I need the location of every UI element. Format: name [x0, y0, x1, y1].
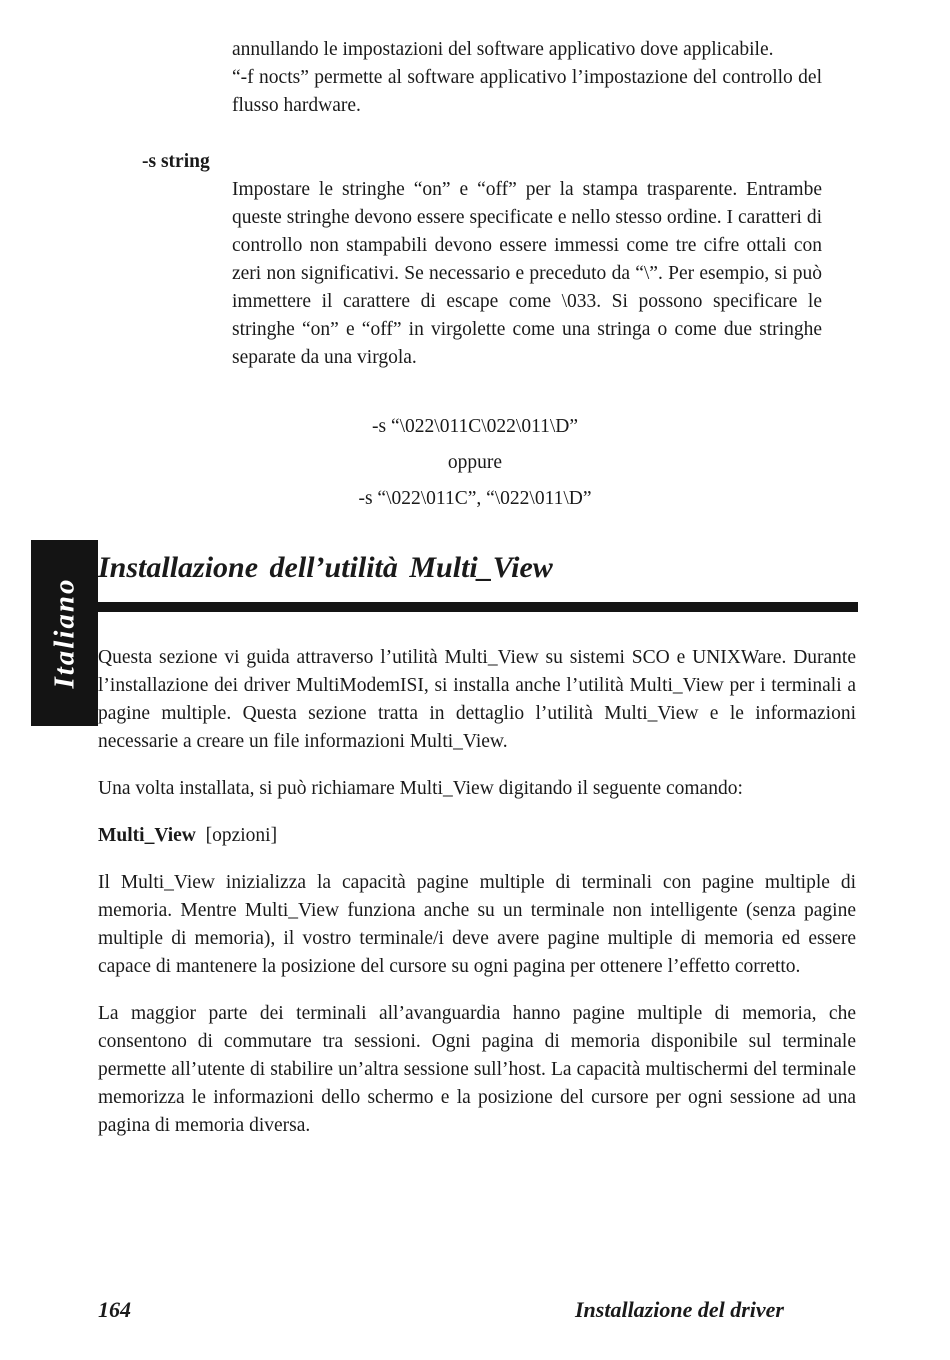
paragraph-command-intro: Una volta installata, si può richiamare Multi_View digitando il seguente comando: [98, 778, 743, 799]
paragraph-description: Il Multi_View inizializza la capacità pagine multiple di terminali con pagine multiple di memoria. Mentre Multi_View funziona anche su un terminale non intelligente (senza pagine multiple di memoria), il vostro terminale/i deve avere pagine multiple di memoria ed essere capace di mantenere la posizione del cursore su ogni pagina per ottenere l’effetto corretto. [98, 872, 856, 977]
continued-line: annullando le impostazioni del software applicativo dove applicabile. [232, 39, 774, 60]
paragraph-intro: Questa sezione vi guida attraverso l’utilità Multi_View su sistemi SCO e UNIXWare. Durante l’installazione dei driver MultiModemISI, si installa anche l’utilità Multi_View per i terminali a pagine multiple. Questa sezione tratta in dettaglio l’utilità Multi_View e le informazioni necessarie a creare un file informazioni Multi_View. [98, 647, 856, 752]
chapter-title: Installazione del driver [574, 1297, 784, 1322]
option-description [232, 176, 822, 372]
option-label: -s string [142, 151, 210, 172]
command-args: [opzioni] [205, 825, 278, 846]
title-rule [98, 602, 858, 612]
side-tab-label: Italiano [48, 577, 80, 689]
example-or: oppure [447, 452, 503, 473]
language-side-tab [31, 540, 98, 726]
option-description-text: Impostare le stringhe “on” e “off” per la stampa trasparente. Entrambe queste stringhe devono essere specificate e nello stesso ordine. I caratteri di controllo non stampabili devono essere immessi come tre cifre ottali con zeri non significativi. Se necessario e preceduto da “\”. Per esempio, si può immettere il carattere di escape come \033. Si possono specificare le stringhe “on” e “off” in virgolette come una stringa o come due stringhe separate da una virgola. [232, 179, 822, 368]
continued-paragraph [232, 36, 822, 120]
paragraph-terminals: La maggior parte dei terminali all’avanguardia hanno pagine multiple di memoria, che consentono di commutare tra sessioni. Ogni pagina di memoria disponibile sul terminale permette all’utente di stabilire un’altra sessione sull’host. La capacità multischermi del terminale memorizza le informazioni dello schermo e la posizione del cursore per ogni sessione ad una pagina di memoria diversa. [98, 1003, 856, 1136]
command-name: Multi_View [98, 825, 196, 846]
page-number: 164 [98, 1297, 131, 1322]
nocts-text: “-f nocts” permette al software applicativo l’impostazione del controllo del flusso hardware. [232, 67, 822, 116]
command-line [98, 822, 856, 850]
example-line-2: -s “\022\011C”, “\022\011\D” [358, 488, 592, 509]
section-body [98, 644, 856, 1159]
example-line-1: -s “\022\011C\022\011\D” [372, 416, 578, 437]
section-title: Installazione dell’utilità Multi_View [98, 551, 553, 584]
